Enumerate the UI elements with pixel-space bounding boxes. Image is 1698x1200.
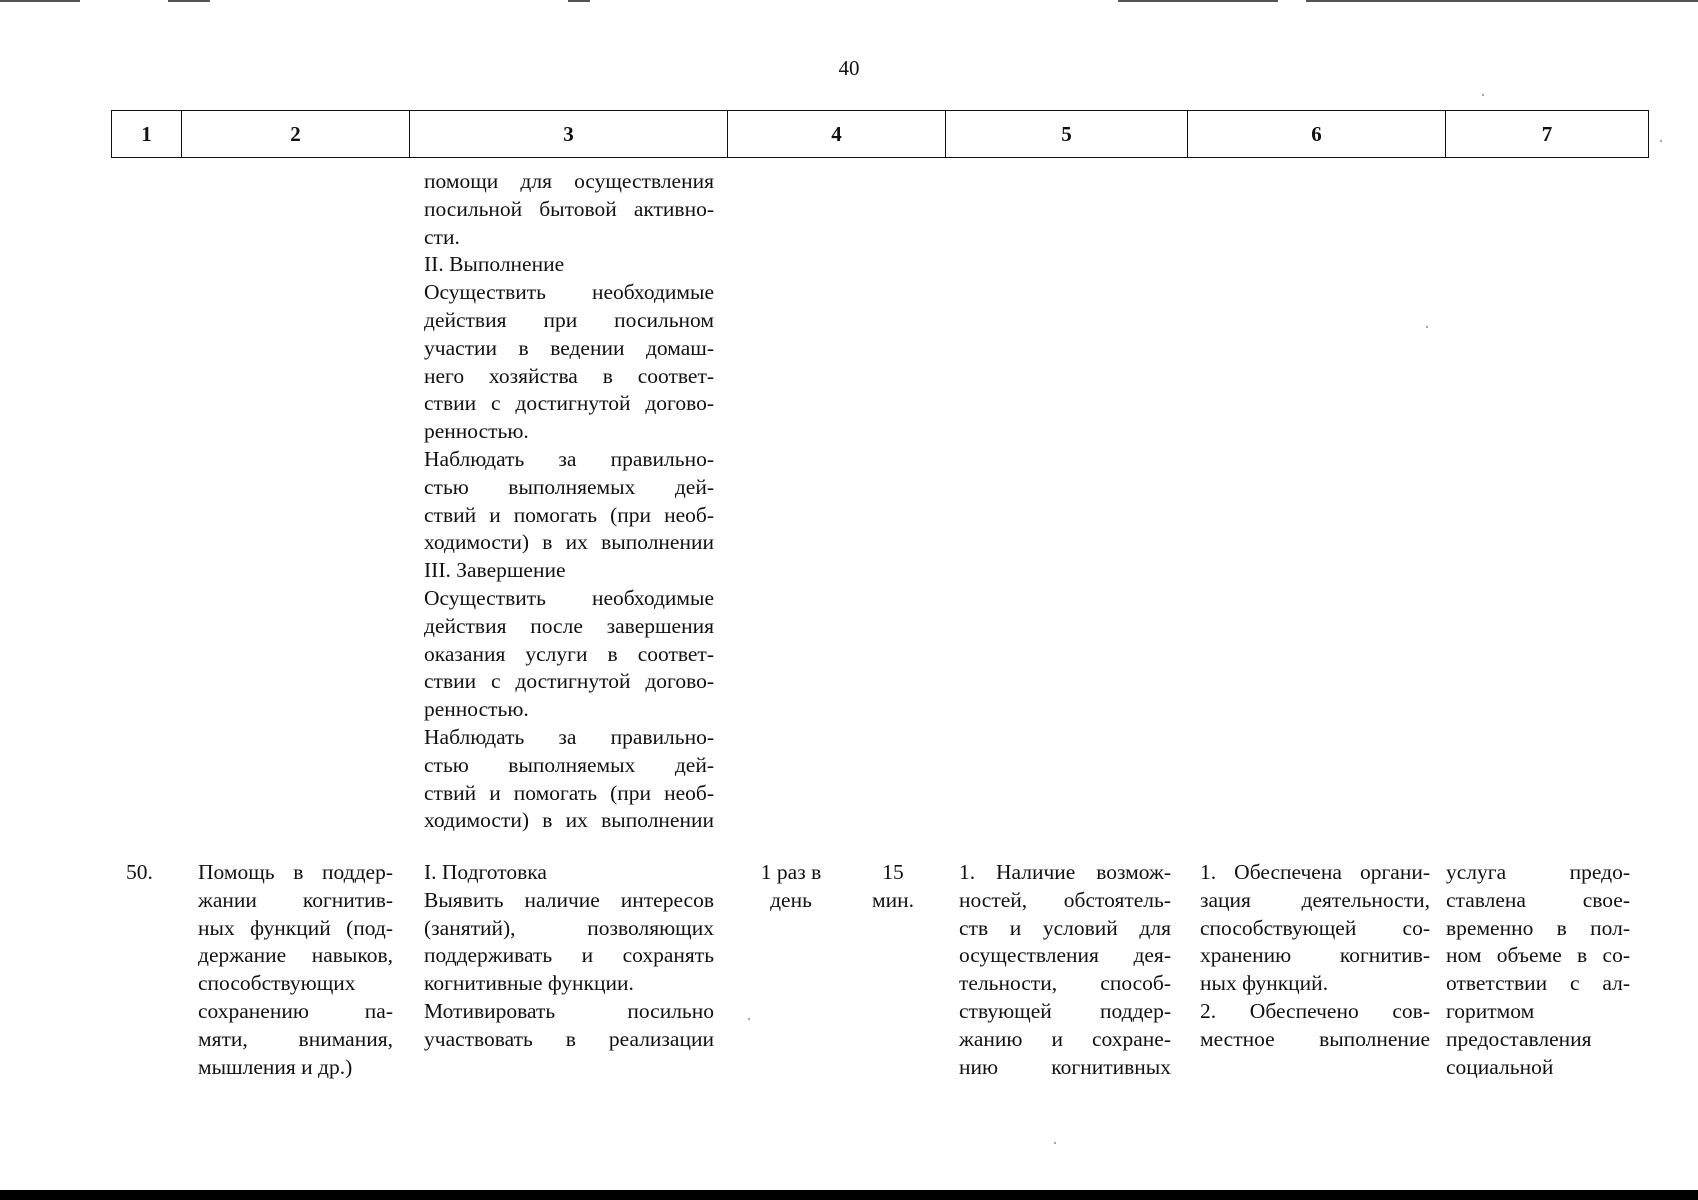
scan-speck: [1426, 326, 1428, 328]
text-line: Осуществить необходимые: [424, 280, 714, 305]
text-line: сохранению па-: [198, 998, 393, 1023]
text-line: ствий и помогать (при необ-: [424, 780, 714, 805]
text-line: ностей, обстоятель-: [959, 887, 1171, 912]
text-line: ных функций (под-: [198, 915, 393, 940]
text-line: (занятий), позволяющих: [424, 915, 714, 940]
text-line: мяти, внимания,: [198, 1026, 393, 1051]
text-line: жанию и сохране-: [959, 1026, 1171, 1051]
text-line: ном объеме в со-: [1446, 943, 1630, 968]
text-line: ходимости) в их выполнении: [424, 530, 714, 555]
text-line: 1 раз в: [760, 860, 822, 884]
quality-assessment: [1446, 859, 1630, 1081]
column-header-1: 1: [112, 111, 182, 158]
text-line: мышления и др.): [198, 1054, 353, 1079]
text-line: хранению когнитив-: [1200, 943, 1430, 968]
scan-bottom-border: [0, 1190, 1698, 1200]
text-line: ствий и помогать (при необ-: [424, 502, 714, 527]
text-line: временно в пол-: [1446, 915, 1630, 940]
row-number-text: 50.: [126, 860, 153, 884]
text-line: зация деятельности,: [1200, 887, 1430, 912]
text-line: ходимости) в их выполнении: [424, 808, 714, 833]
scan-speck: [1660, 140, 1662, 142]
text-line: 2. Обеспечено сов-: [1200, 998, 1430, 1023]
text-line: способствующей со-: [1200, 915, 1430, 940]
row-number: [126, 859, 186, 887]
scan-artifact-line: [1306, 0, 1698, 2]
scan-artifact-line: [168, 0, 210, 2]
text-line: ренностью.: [424, 419, 529, 444]
text-line: 15: [882, 860, 904, 884]
text-line: день: [770, 887, 812, 912]
page-number: 40: [838, 56, 860, 80]
text-line: ств и условий для: [959, 915, 1171, 940]
text-line: услуга предо-: [1446, 860, 1630, 884]
text-line: действия после завершения: [424, 613, 714, 638]
column-header-6: 6: [1188, 111, 1446, 158]
column-header-2: 2: [182, 111, 410, 158]
text-line: жании когнитив-: [198, 887, 393, 912]
text-line: действия при посильном: [424, 307, 714, 332]
text-line: Выявить наличие интересов: [424, 887, 714, 912]
column-number-header: [111, 110, 1649, 158]
text-line: тельности, способ-: [959, 971, 1171, 996]
text-line: предоставления: [1446, 1026, 1592, 1051]
continuation-procedure-text: [424, 168, 714, 835]
scan-speck: [748, 1018, 750, 1020]
service-name: [198, 859, 393, 1081]
column-header-4: 4: [728, 111, 946, 158]
text-line: осуществления дея-: [959, 943, 1171, 968]
text-line: ных функций.: [1200, 971, 1329, 996]
scan-artifact-line: [1118, 0, 1278, 2]
text-line: когнитивные функции.: [424, 971, 634, 996]
column-header-5: 5: [946, 111, 1188, 158]
text-line: ствии с достигнутой догово-: [424, 669, 714, 694]
text-line: участвовать в реализации: [424, 1026, 714, 1051]
text-line: Наблюдать за правильно-: [424, 446, 714, 471]
text-line: Помощь в поддер-: [198, 860, 393, 884]
text-line: посильной бытовой активно-: [424, 196, 714, 221]
text-line: держание навыков,: [198, 943, 393, 968]
text-line: оказания услуги в соответ-: [424, 641, 714, 666]
text-line: горитмом: [1446, 998, 1535, 1023]
text-line: нию когнитивных: [959, 1054, 1171, 1079]
text-line: стью выполняемых дей-: [424, 752, 714, 777]
stage-heading: II. Выполнение: [424, 252, 565, 277]
stage-heading: III. Завершение: [424, 558, 566, 583]
frequency: [746, 859, 836, 915]
duration: [862, 859, 924, 915]
text-line: Мотивировать посильно: [424, 998, 714, 1023]
text-line: сти.: [424, 224, 460, 249]
text-line: ствии с достигнутой догово-: [424, 391, 714, 416]
text-line: мин.: [872, 887, 914, 912]
stage-heading: I. Подготовка: [424, 860, 547, 884]
service-procedure: [424, 859, 714, 1054]
text-line: ренностью.: [424, 697, 529, 722]
text-line: Наблюдать за правильно-: [424, 724, 714, 749]
text-line: 1. Наличие возмож-: [959, 860, 1171, 884]
text-line: ствующей поддер-: [959, 998, 1171, 1023]
text-line: помощи для осуществления: [424, 169, 714, 193]
text-line: него хозяйства в соответ-: [424, 363, 714, 388]
column-header-7: 7: [1446, 111, 1649, 158]
scan-artifact-line: [0, 0, 80, 2]
service-conditions: [959, 859, 1171, 1081]
text-line: участии в ведении домаш-: [424, 335, 714, 360]
text-line: местное выполнение: [1200, 1026, 1430, 1051]
service-results: [1200, 859, 1430, 1054]
text-line: способствующих: [198, 971, 356, 996]
text-line: стью выполняемых дей-: [424, 474, 714, 499]
text-line: ответствии с ал-: [1446, 971, 1630, 996]
text-line: Осуществить необходимые: [424, 585, 714, 610]
scan-speck: [1054, 1142, 1056, 1144]
text-line: поддерживать и сохранять: [424, 943, 714, 968]
scan-speck: [1482, 94, 1484, 96]
text-line: ставлена свое-: [1446, 887, 1630, 912]
scan-artifact-line: [568, 0, 590, 2]
column-header-3: 3: [410, 111, 728, 158]
text-line: социальной: [1446, 1054, 1554, 1079]
text-line: 1. Обеспечена органи-: [1200, 860, 1430, 884]
